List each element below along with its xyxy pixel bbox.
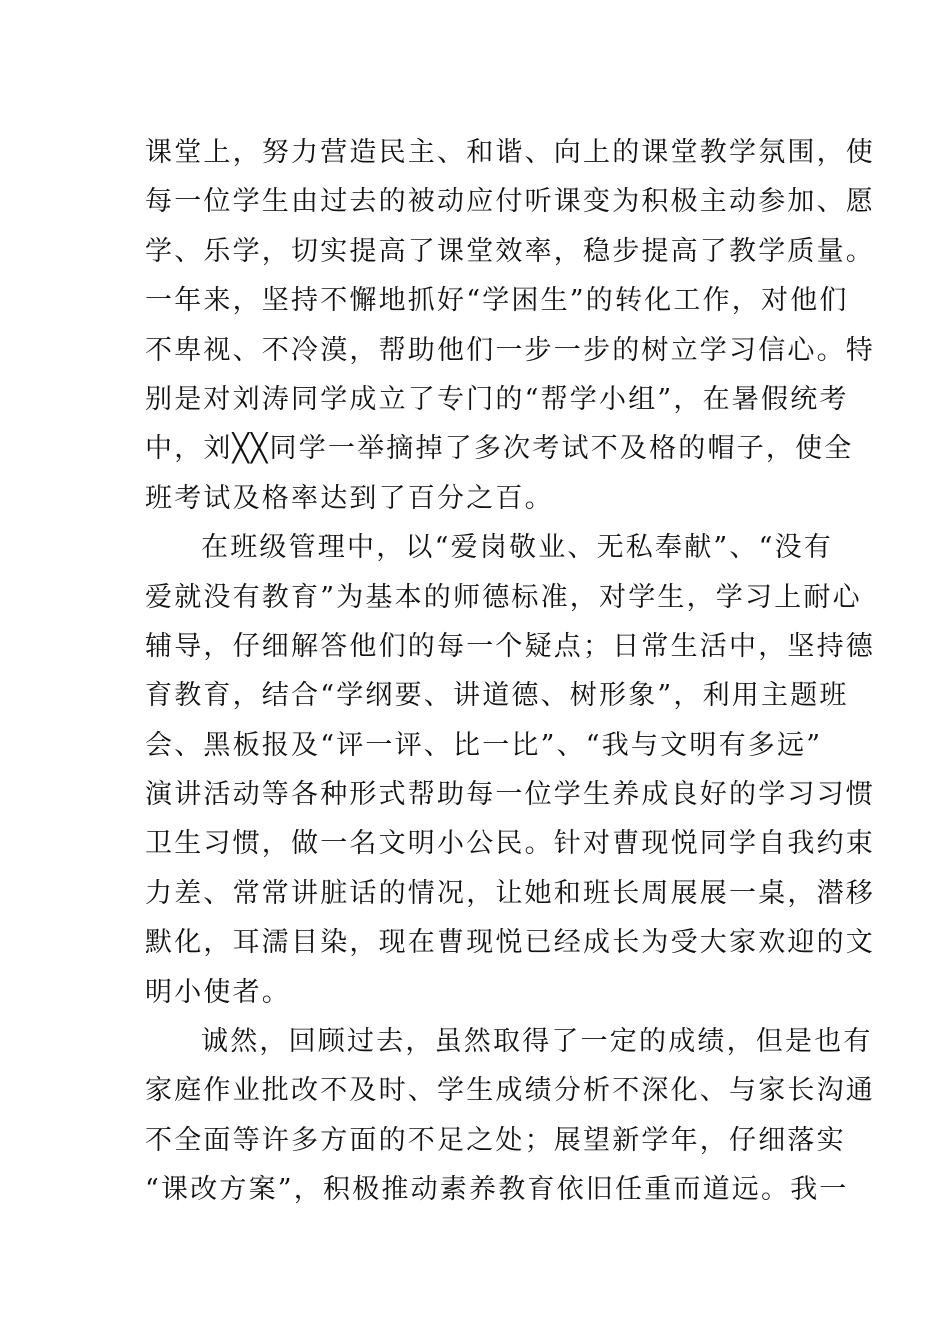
text-line: 班考试及格率达到了百分之百。 (145, 482, 554, 514)
text-line: 不卑视、不冷漠，帮助他们一步一步的树立学习信心。特 (145, 334, 875, 366)
text-line: 课堂上，努力营造民主、和谐、向上的课堂教学氛围，使 (145, 137, 875, 168)
text-line: 学、乐学，切实提高了课堂效率，稳步提高了教学质量。 (145, 235, 875, 267)
text-line: 爱就没有教育”为基本的师德标准，对学生，学习上耐心 (145, 581, 862, 613)
text-line: 明小使者。 (145, 976, 291, 1008)
text-line: 每一位学生由过去的被动应付听课变为积极主动参加、愿 (145, 186, 875, 218)
text-line: 辅导，仔细解答他们的每一个疑点；日常生活中，坚持德 (145, 630, 875, 662)
text-line: 家庭作业批改不及时、学生成绩分析不深化、与家长沟通 (145, 1075, 875, 1107)
text-line: 卫生习惯，做一名文明小公民。针对曹现悦同学自我约束 (145, 828, 875, 860)
text-line: 力差、常常讲脏话的情况，让她和班长周展展一桌，潜移 (145, 877, 875, 909)
text-line: 中，刘╳╳同学一举摘掉了多次考试不及格的帽子，使全 (145, 433, 854, 465)
document-body (145, 128, 875, 1215)
text-line: 不全面等许多方面的不足之处；展望新学年，仔细落实 (145, 1124, 846, 1156)
text-line: 会、黑板报及“评一评、比一比”、“我与文明有多远” (145, 729, 823, 761)
text-line: 默化，耳濡目染，现在曹现悦已经成长为受大家欢迎的文 (145, 927, 875, 959)
paragraph-first-line: 诚然，回顾过去，虽然取得了一定的成绩，但是也有 (201, 1026, 873, 1058)
text-line: 别是对刘涛同学成立了专门的“帮学小组”，在暑假统考 (145, 383, 849, 415)
text-line: 一年来，坚持不懈地抓好“学困生”的转化工作，对他们 (145, 285, 849, 317)
paragraph-first-line: 在班级管理中，以“爱岗敬业、无私奉献”、“没有 (201, 532, 834, 564)
text-line: “课改方案”，积极推动素养教育依旧任重而道远。我一 (145, 1174, 849, 1206)
text-line: 演讲活动等各种形式帮助每一位学生养成良好的学习习惯 (145, 779, 875, 811)
text-line: 育教育，结合“学纲要、讲道德、树形象”，利用主题班 (145, 680, 849, 712)
